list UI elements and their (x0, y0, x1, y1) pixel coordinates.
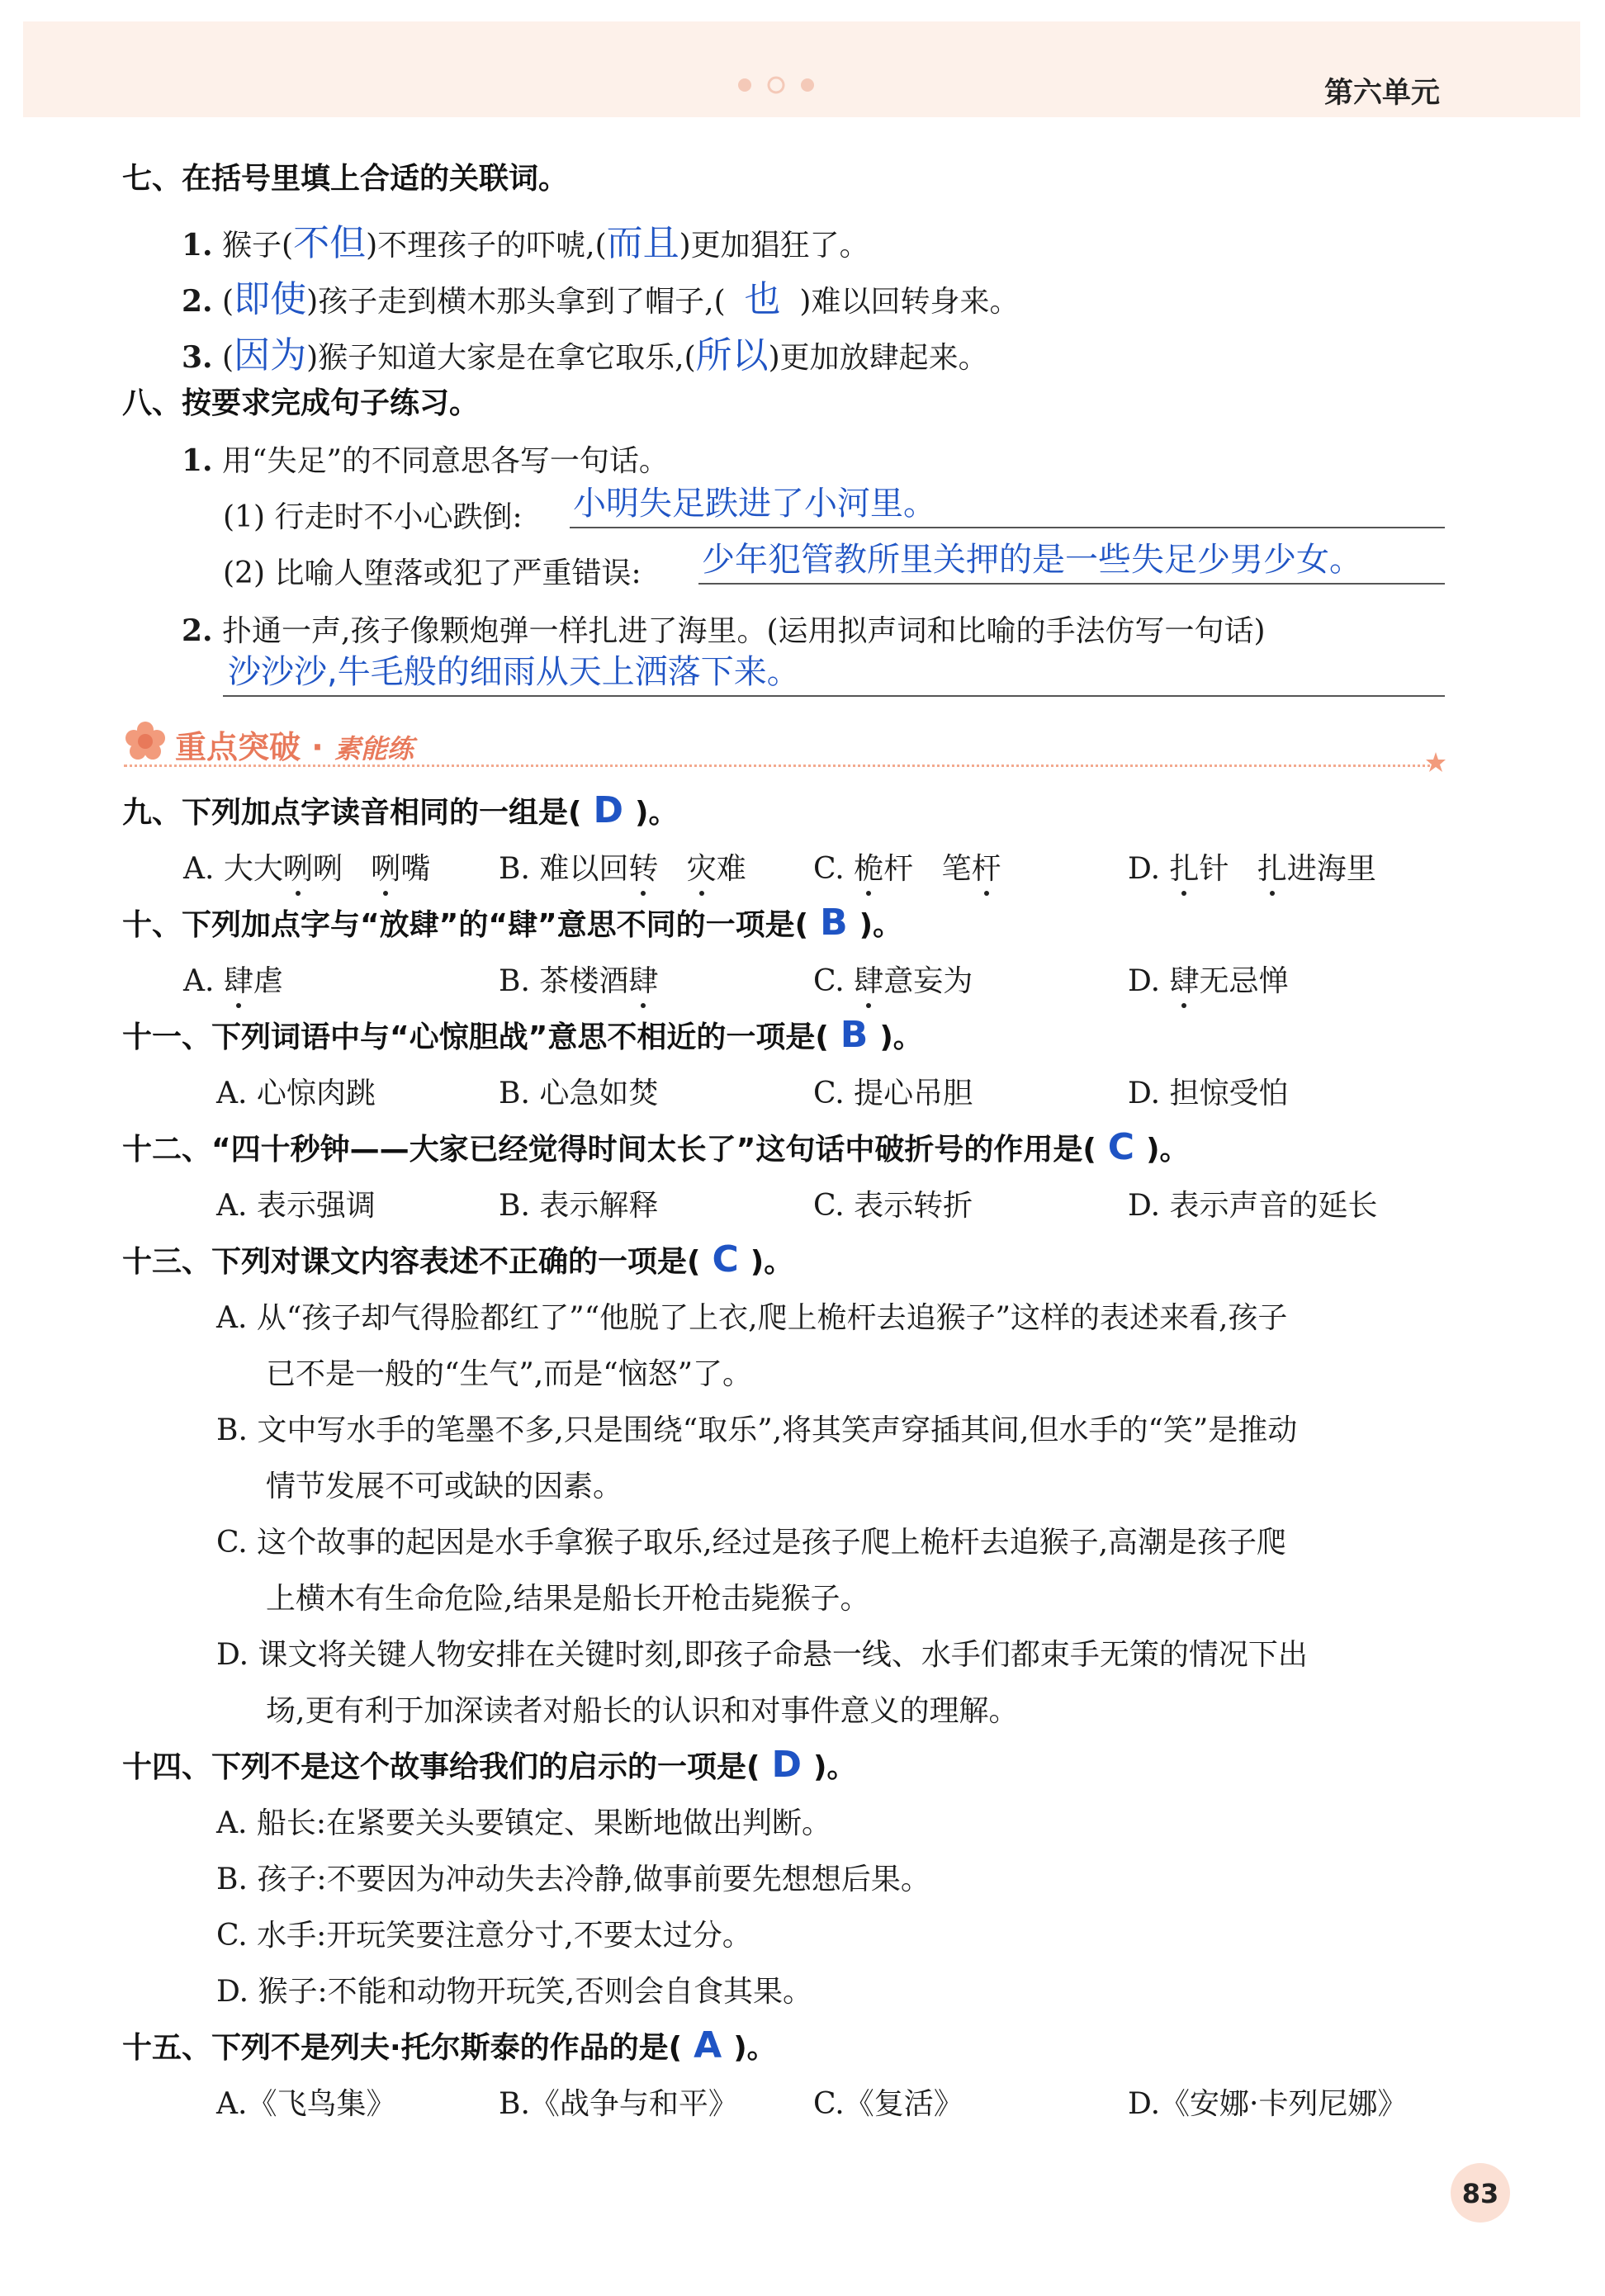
q11-option-d: D. 担惊受怕 (1128, 1077, 1289, 1110)
section-title: 重点突破 · 素能练 (175, 729, 414, 765)
q9-title: 九、下列加点字读音相同的一组是( D )。 (122, 789, 679, 831)
q14-option-a: A. 船长:在紧要关头要镇定、果断地做出判断。 (216, 1806, 832, 1840)
q8-title: 八、按要求完成句子练习。 (122, 386, 480, 420)
q8-sub2-label: (2) 比喻人堕落或犯了严重错误: (223, 556, 642, 590)
q7-item-1: 1. 猴子(不但)不理孩子的吓唬,(而且)更加猖狂了。 (182, 222, 869, 264)
q11-option-c: C. 提心吊胆 (813, 1077, 973, 1110)
q9-option-a: A. 大大咧咧 咧嘴 (183, 845, 430, 888)
q13-option-d-line1: D. 课文将关键人物安排在关键时刻,即孩子命悬一线、水手们都束手无策的情况下出 (216, 1638, 1308, 1672)
q14-option-b: B. 孩子:不要因为冲动失去冷静,做事前要先想想后果。 (216, 1863, 930, 1896)
q13-option-c-line2: 上横木有生命危险,结果是船长开枪击毙猴子。 (266, 1582, 870, 1616)
star-icon (1425, 751, 1446, 773)
q10-option-c: C. 肆意妄为 (813, 958, 973, 1000)
q13-option-d-line2: 场,更有利于加深读者对船长的认识和对事件意义的理解。 (266, 1694, 1019, 1728)
page-number: 83 (1461, 2178, 1499, 2209)
q9-option-d: D. 扎针 扎进海里 (1128, 845, 1376, 888)
answer-line (223, 695, 1445, 697)
answer-line (698, 583, 1445, 585)
unit-label: 第六单元 (1324, 77, 1441, 110)
q14-option-c: C. 水手:开玩笑要注意分寸,不要太过分。 (216, 1919, 752, 1953)
q8-sub1-label: (1) 行走时不小心跌倒: (223, 500, 523, 534)
q11-option-a: A. 心惊肉跳 (216, 1077, 376, 1110)
q10-option-a: A. 肆虐 (183, 958, 283, 1000)
q13-option-c-line1: C. 这个故事的起因是水手拿猴子取乐,经过是孩子爬上桅杆去追猴子,高潮是孩子爬 (216, 1526, 1287, 1560)
section-divider (124, 765, 1437, 767)
q13-option-a-line1: A. 从“孩子却气得脸都红了”“他脱了上衣,爬上桅杆去追猴子”这样的表述来看,孩子 (216, 1301, 1288, 1335)
q13-option-b-line1: B. 文中写水手的笔墨不多,只是围绕“取乐”,将其笑声穿插其间,但水手的“笑”是推动 (216, 1413, 1298, 1447)
q10-option-b: B. 茶楼酒肆 (499, 958, 658, 1000)
q11-title: 十一、下列词语中与“心惊胆战”意思不相近的一项是( B )。 (122, 1014, 923, 1056)
answer-line (570, 527, 1445, 528)
q11-option-b: B. 心急如焚 (499, 1077, 659, 1110)
q14-title: 十四、下列不是这个故事给我们的启示的一项是( D )。 (122, 1744, 857, 1786)
q14-option-d: D. 猴子:不能和动物开玩笑,否则会自食其果。 (216, 1975, 813, 2009)
q9-option-b: B. 难以回转 灾难 (499, 845, 746, 888)
q15-option-d: D.《安娜·卡列尼娜》 (1128, 2087, 1408, 2121)
q15-title: 十五、下列不是列夫·托尔斯泰的作品的是( A )。 (122, 2024, 777, 2066)
q10-option-d: D. 肆无忌惮 (1128, 958, 1289, 1000)
q13-option-b-line2: 情节发展不可或缺的因素。 (266, 1470, 623, 1503)
q13-option-a-line2: 已不是一般的“生气”,而是“恼怒”了。 (266, 1357, 753, 1391)
q8-sub2-answer: 少年犯管教所里关押的是一些失足少男少女。 (702, 541, 1362, 579)
q8-sub1-answer: 小明失足跌进了小河里。 (573, 485, 936, 523)
q7-title: 七、在括号里填上合适的关联词。 (122, 162, 569, 196)
q7-item-2: 2. (即使)孩子走到横木那头拿到了帽子,( 也 )难以回转身来。 (182, 278, 1020, 320)
q8-item-1: 1. 用“失足”的不同意思各写一句话。 (182, 443, 669, 478)
q15-option-c: C.《复活》 (813, 2087, 963, 2121)
q15-option-b: B.《战争与和平》 (499, 2087, 738, 2121)
q9-option-c: C. 桅杆 笔杆 (813, 845, 1001, 888)
q13-title: 十三、下列对课文内容表述不正确的一项是( C )。 (122, 1238, 794, 1281)
q12-option-d: D. 表示声音的延长 (1128, 1189, 1378, 1223)
decoration-icon (727, 73, 826, 97)
q8-item-2: 2. 扑通一声,孩子像颗炮弹一样扎进了海里。(运用拟声词和比喻的手法仿写一句话) (182, 613, 1266, 648)
q15-option-a: A.《飞鸟集》 (216, 2087, 396, 2121)
q12-option-b: B. 表示解释 (499, 1189, 659, 1223)
q7-item-3: 3. (因为)猴子知道大家是在拿它取乐,(所以)更加放肆起来。 (182, 334, 988, 376)
q8-item-2-answer: 沙沙沙,牛毛般的细雨从天上洒落下来。 (228, 653, 800, 691)
q12-option-a: A. 表示强调 (216, 1189, 376, 1223)
q12-option-c: C. 表示转折 (813, 1189, 973, 1223)
flower-icon (124, 720, 167, 763)
q10-title: 十、下列加点字与“放肆”的“肆”意思不同的一项是( B )。 (122, 902, 903, 944)
q12-title: 十二、“四十秒钟——大家已经觉得时间太长了”这句话中破折号的作用是( C )。 (122, 1126, 1190, 1168)
